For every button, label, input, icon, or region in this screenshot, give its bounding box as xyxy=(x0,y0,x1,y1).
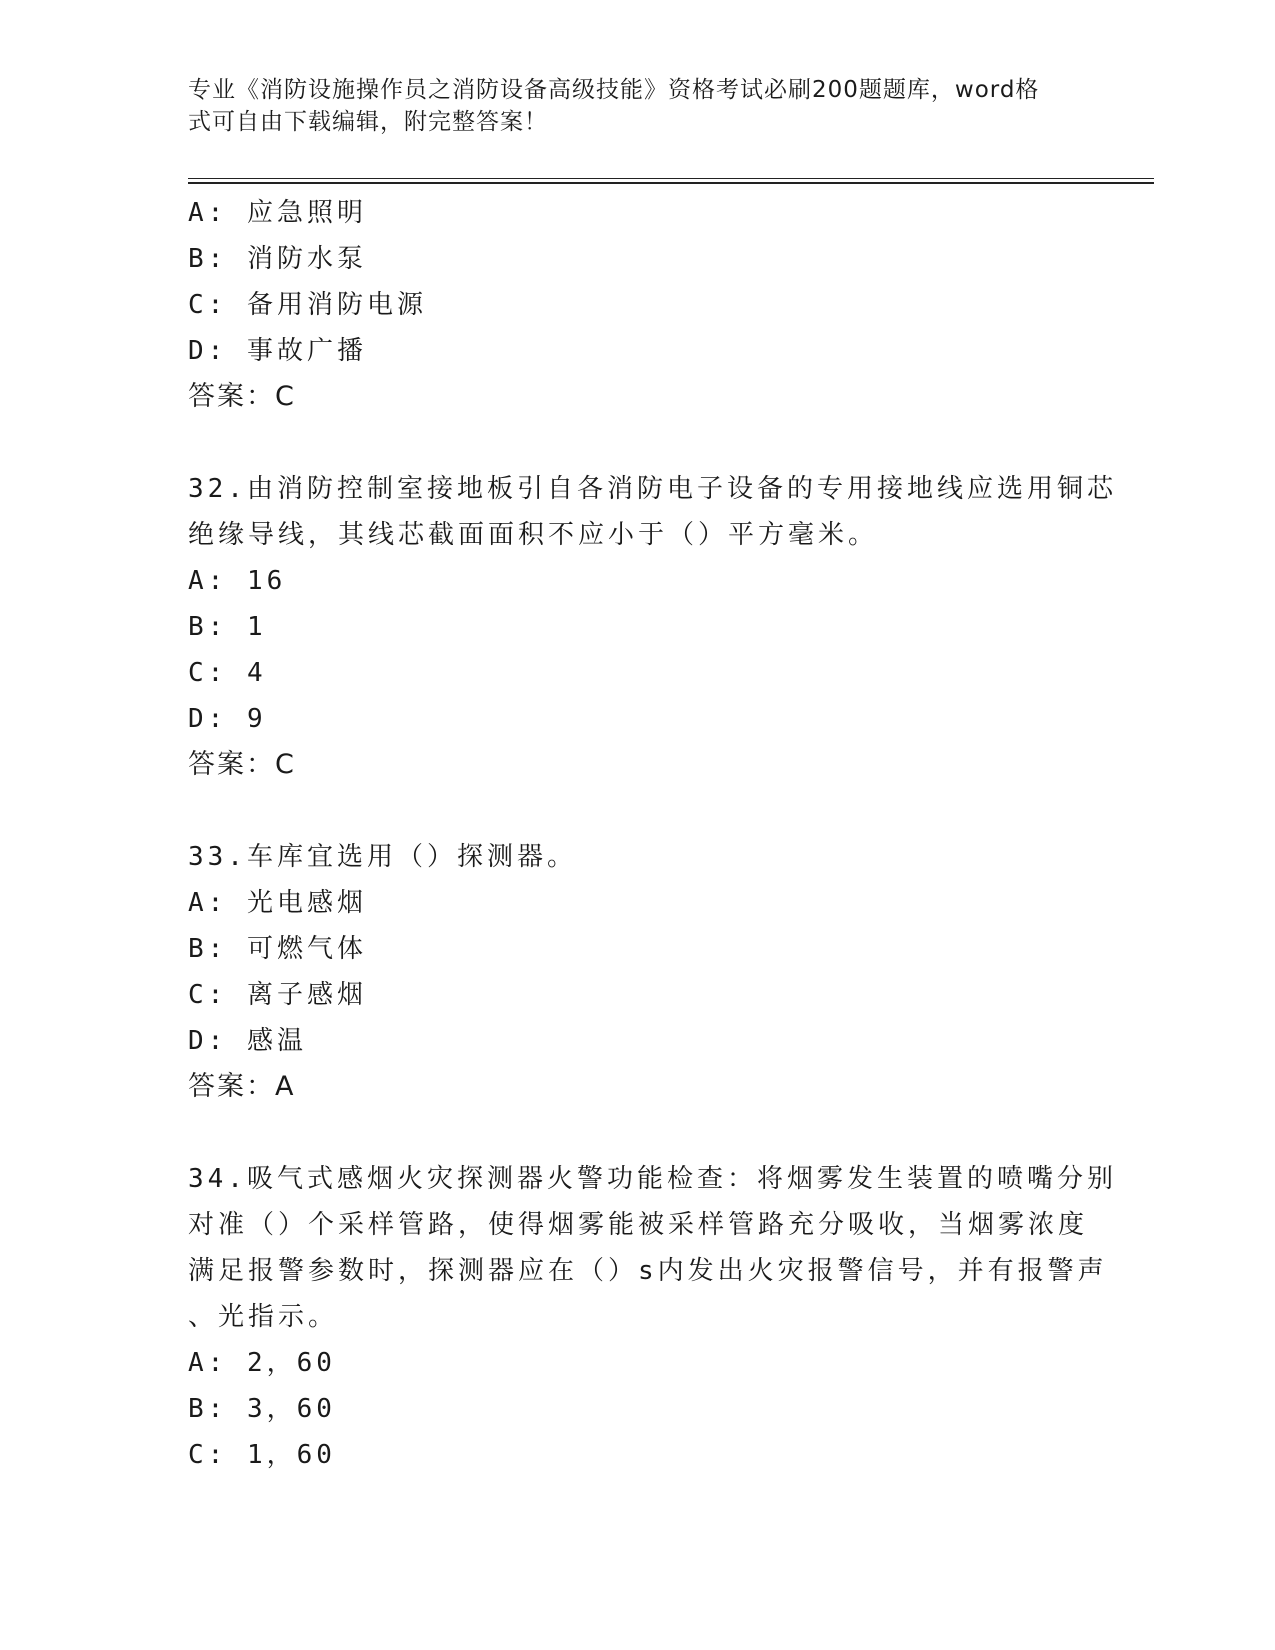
option-label: B: xyxy=(188,934,228,964)
option-c xyxy=(188,972,1088,1018)
option-text: 1，60 xyxy=(246,1440,336,1470)
option-label: B: xyxy=(188,612,228,642)
answer: 答案：C xyxy=(188,381,296,412)
option-text: 4 xyxy=(246,658,267,688)
header-line-1: 专业《消防设施操作员之消防设备高级技能》资格考试必刷200题题库，word格 xyxy=(188,77,1040,103)
question-list xyxy=(188,190,1117,1478)
option-b xyxy=(188,1386,1088,1432)
option-d xyxy=(188,328,1088,374)
question-stem-line: 对准（）个采样管路，使得烟雾能被采样管路充分吸收，当烟雾浓度 xyxy=(188,1210,1089,1240)
question-34 xyxy=(188,1156,1117,1478)
option-label: C: xyxy=(188,1440,228,1470)
option-text: 2，60 xyxy=(246,1348,336,1378)
option-label: D: xyxy=(188,336,228,366)
option-label: A: xyxy=(188,198,228,228)
spacer xyxy=(188,1110,1088,1156)
option-text: 感温 xyxy=(246,1026,307,1056)
question-33 xyxy=(188,834,1088,1110)
question-stem-line: 、光指示。 xyxy=(188,1302,339,1332)
question-stem-line: 满足报警参数时，探测器应在（）s内发出火灾报警信号，并有报警声 xyxy=(188,1256,1108,1286)
option-b xyxy=(188,926,1088,972)
option-d xyxy=(188,696,1088,742)
question-31 xyxy=(188,190,1088,420)
option-label: A: xyxy=(188,1348,228,1378)
option-c xyxy=(188,282,1088,328)
option-text: 备用消防电源 xyxy=(246,290,427,320)
option-text: 消防水泵 xyxy=(246,244,367,274)
option-text: 16 xyxy=(246,566,287,596)
spacer xyxy=(188,788,1088,834)
option-a xyxy=(188,880,1088,926)
option-text: 1 xyxy=(246,612,267,642)
question-stem-line: 32.由消防控制室接地板引自各消防电子设备的专用接地线应选用铜芯 xyxy=(188,474,1117,504)
option-text: 可燃气体 xyxy=(246,934,367,964)
header-line-2: 式可自由下载编辑，附完整答案！ xyxy=(188,109,548,135)
document-header xyxy=(188,74,1088,138)
option-label: D: xyxy=(188,704,228,734)
option-text: 事故广播 xyxy=(246,336,367,366)
option-label: C: xyxy=(188,290,228,320)
question-stem-line: 33.车库宜选用（）探测器。 xyxy=(188,842,577,872)
option-d xyxy=(188,1018,1088,1064)
option-text: 光电感烟 xyxy=(246,888,367,918)
question-32 xyxy=(188,466,1117,788)
option-label: D: xyxy=(188,1026,228,1056)
question-stem-line: 绝缘导线，其线芯截面面积不应小于（）平方毫米。 xyxy=(188,520,879,550)
option-a xyxy=(188,190,1088,236)
option-label: A: xyxy=(188,888,228,918)
option-text: 3，60 xyxy=(246,1394,336,1424)
option-label: C: xyxy=(188,658,228,688)
option-text: 离子感烟 xyxy=(246,980,367,1010)
option-label: B: xyxy=(188,1394,228,1424)
header-divider-thin xyxy=(188,178,1154,179)
option-label: C: xyxy=(188,980,228,1010)
option-b xyxy=(188,236,1088,282)
option-c xyxy=(188,1432,1088,1478)
header-divider-thick xyxy=(188,182,1154,184)
option-text: 应急照明 xyxy=(246,198,367,228)
spacer xyxy=(188,420,1088,466)
answer: 答案：C xyxy=(188,749,296,780)
option-c xyxy=(188,650,1088,696)
option-a xyxy=(188,558,1088,604)
option-a xyxy=(188,1340,1088,1386)
option-label: A: xyxy=(188,566,228,596)
option-b xyxy=(188,604,1088,650)
option-text: 9 xyxy=(246,704,267,734)
answer: 答案：A xyxy=(188,1071,296,1102)
question-stem-line: 34.吸气式感烟火灾探测器火警功能检查：将烟雾发生装置的喷嘴分别 xyxy=(188,1164,1117,1194)
option-label: B: xyxy=(188,244,228,274)
